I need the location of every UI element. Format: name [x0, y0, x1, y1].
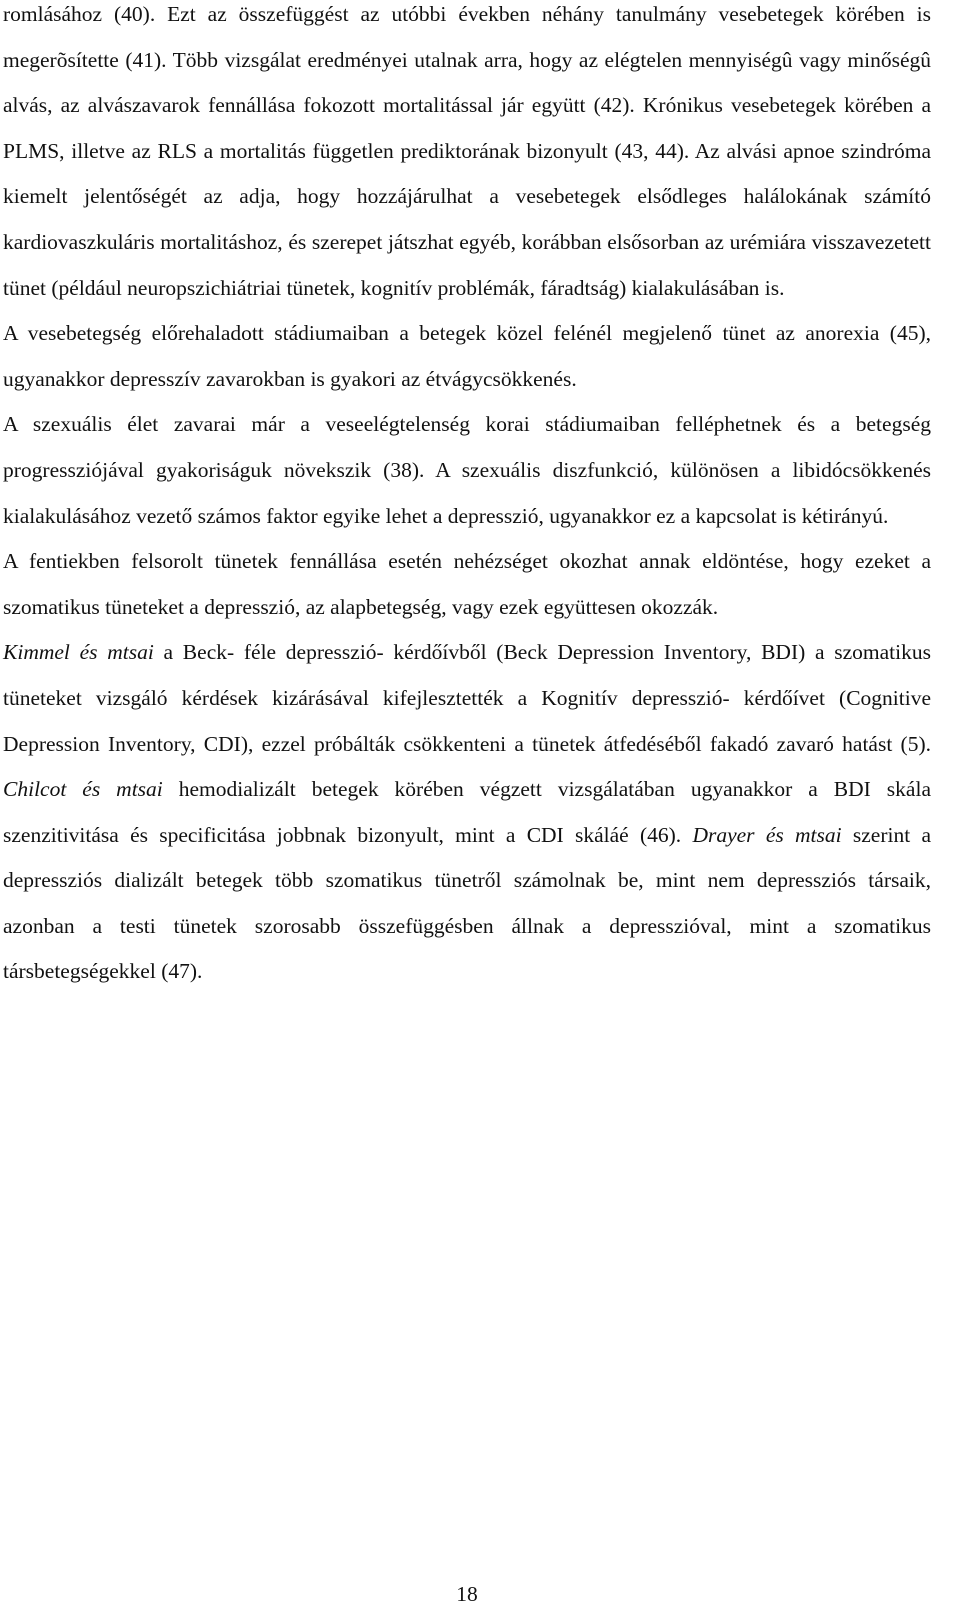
paragraph-text: romlásához (40). Ezt az összefüggést az utóbbi években néhány tanulmány vesebetegek körében is megerõsítette (41). Több vizsgálat eredményei utalnak arra, hogy az elégtelen mennyiségû vagy minőségû alvás, az alvászavarok fennállása fokozott mortalitással jár együtt (42). Krónikus vesebetegek körében a PLMS, illetve az RLS a mortalitás független prediktorának bizonyult (43, 44). Az alvási apnoe szindróma kiemelt jelentőségét az adja, hogy hozzájárulhat a vesebetegek elsődleges halálokának számító kardiovaszkuláris mortalitáshoz, és szerepet játszhat egyéb, korábban elsősorban az urémiára visszavezetett tünet (például neuropszichiátriai tünetek, kognitív problémák, fáradtság) kialakulásában is. — [3, 2, 931, 300]
paragraph — [3, 0, 931, 311]
paragraph — [3, 311, 931, 402]
paragraph — [3, 539, 931, 630]
paragraph-text: A szexuális élet zavarai már a veseelégtelenség korai stádiumaiban felléphetnek és a betegség progressziójával gyakoriságuk növekszik (38). A szexuális diszfunkció, különösen a libidócsökkenés kialakulásához vezető számos faktor egyike lehet a depresszió, ugyanakkor ez a kapcsolat is kétirányú. — [3, 412, 931, 528]
paragraph — [3, 402, 931, 539]
document-page — [3, 0, 931, 995]
paragraph-text: hemodializált betegek körében végzett vizsgálatában ugyanakkor a BDI skála szenzitivitása és specificitása jobbnak bizonyult, mint a CDI skáláé (46). — [3, 777, 931, 847]
paragraph-text: szerint a depressziós dializált betegek több szomatikus tünetről számolnak be, mint nem depressziós társaik, azonban a testi tünetek szorosabb összefüggésben állnak a depresszióval, mint a szomatikus társbetegségekkel (47). — [3, 822, 931, 984]
paragraph-text: A vesebetegség előrehaladott stádiumaiban a betegek közel felénél megjelenő tünet az anorexia (45), ugyanakkor depresszív zavarokban is gyakori az étvágycsökkenés. — [3, 321, 931, 391]
author-citation: Kimmel és mtsai — [3, 640, 154, 665]
page-number: 18 — [456, 1582, 478, 1606]
paragraph-text: A fentiekben felsorolt tünetek fennállása esetén nehézséget okozhat annak eldöntése, hogy ezeket a szomatikus tüneteket a depresszió, az alapbetegség, vagy ezek együttesen okozzák. — [3, 549, 931, 619]
author-citation: Chilcot és mtsai — [3, 777, 163, 802]
paragraph — [3, 630, 931, 995]
paragraph-text: a Beck- féle depresszió- kérdőívből (Beck Depression Inventory, BDI) a szomatikus tüneteket vizsgáló kérdések kizárásával kifejlesztették a Kognitív depresszió- kérdőívet (Cognitive Depression Inventory, CDI), ezzel próbálták csökkenteni a tünetek átfedéséből fakadó zavaró hatást (5). — [3, 640, 931, 756]
author-citation: Drayer és mtsai — [692, 822, 842, 847]
